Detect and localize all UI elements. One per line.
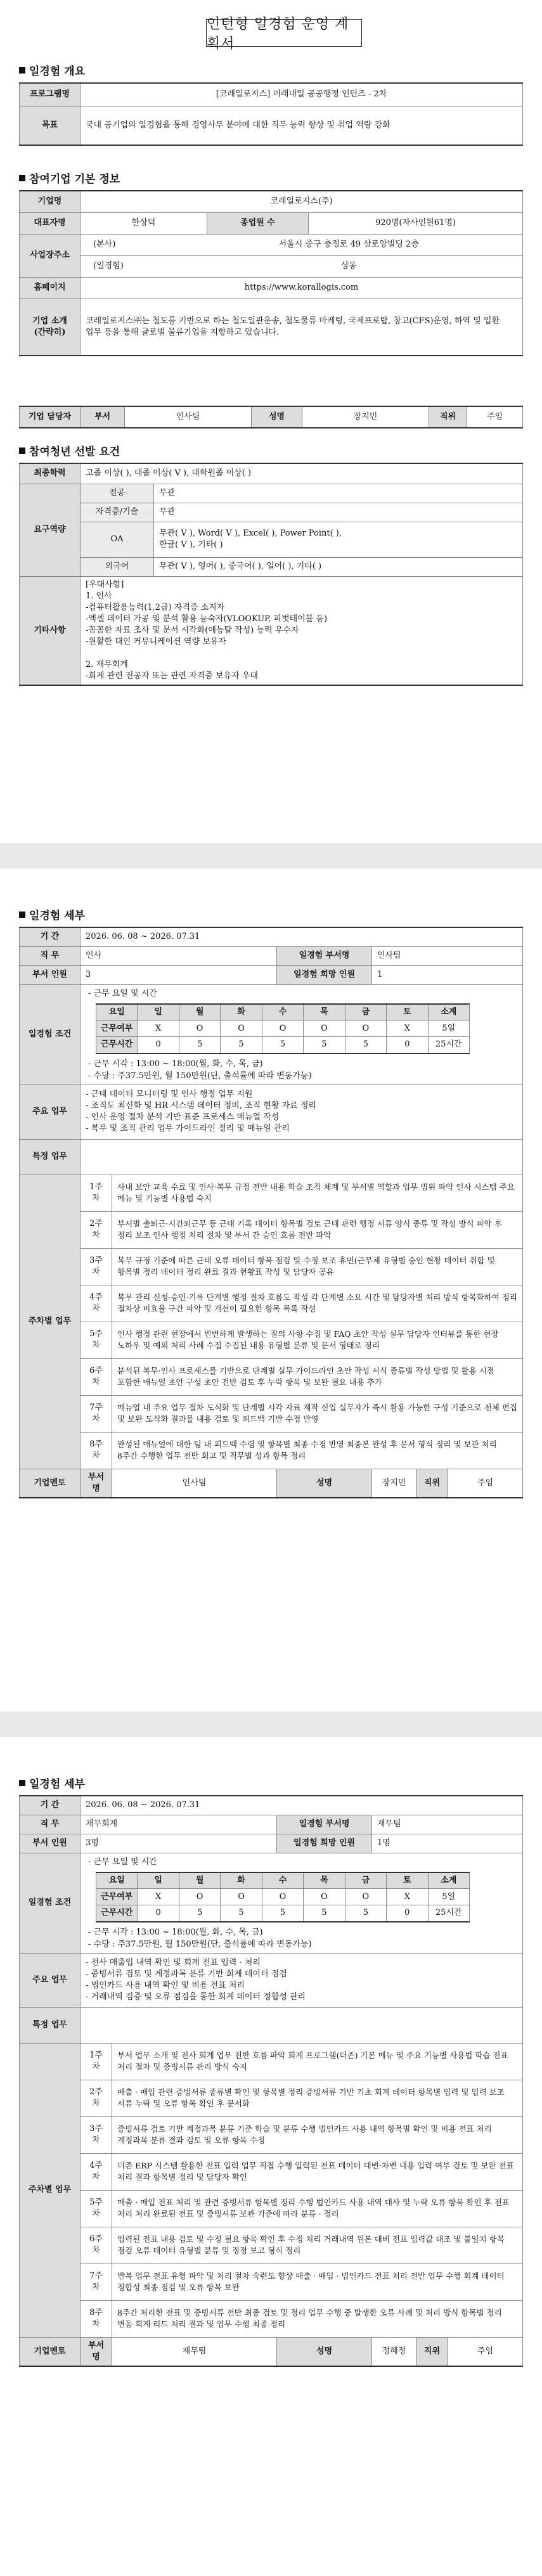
schedule-cell: 0 xyxy=(387,1037,428,1053)
dept-value: 재무팀 xyxy=(372,1815,523,1834)
desired-count-label: 일경험 희망 인원 xyxy=(277,965,372,984)
schedule-cell: O xyxy=(179,1889,220,1905)
condition-content xyxy=(81,1853,523,1953)
main-task-line: - 법인카드 사용 내역 확인 및 비용 전표 처리 xyxy=(86,1981,245,1990)
schedule-header: 소계 xyxy=(428,1872,470,1889)
schedule-header: 화 xyxy=(221,1004,262,1021)
schedule-cell: O xyxy=(179,1021,220,1037)
schedule-cell: X xyxy=(138,1021,179,1037)
schedule-cell: 0 xyxy=(387,1905,428,1922)
period-value: 2026. 06. 08 ~ 2026. 07.31 xyxy=(81,927,523,946)
main-task-line: - 조직도 최신화 및 HR 시스템 데이터 정비, 조직 현황 자료 정리 xyxy=(86,1101,316,1111)
etc-label: 기타사항 xyxy=(20,576,81,685)
week-task: 인사 행정 관련 현장에서 빈번하게 발생하는 질의 사항 수집 및 FAQ 초안 작성 실무 담당자 인터뷰를 통한 현장 노하우 및 예외 처리 사례 수집 수집된 내용 유형별 분류 및 문서 형태로 정리 xyxy=(112,1322,523,1358)
dept-count-value: 3 xyxy=(81,965,277,984)
week-label: 3주차 xyxy=(81,2116,112,2153)
certificate-label: 자격증/기술 xyxy=(81,503,154,522)
schedule-table xyxy=(96,1872,470,1922)
page-3 xyxy=(0,1737,542,2576)
dept-count-value: 3명 xyxy=(81,1834,277,1853)
oa-line-1: 무관( V ), Word( V ), Excel( ), Power Point( ), xyxy=(159,529,342,538)
week-task: 8주간 처리한 전표 및 증빙서류 전반 최종 검토 및 정리 업무 수행 중 발생한 오류 사례 및 처리 방식 항목별 정리 변동 회계 리드 처리 결과 및 업무 수행 최종 정리 xyxy=(112,2300,523,2337)
section-title: 참여기업 기본 정보 xyxy=(29,173,120,186)
employee-count-label: 종업원 수 xyxy=(207,212,309,234)
mentor-label: 기업멘토 xyxy=(20,1469,81,1498)
page-gap xyxy=(0,1711,542,1737)
mentor-position-value: 주임 xyxy=(448,1469,523,1498)
section-overview-heading xyxy=(19,62,85,78)
week-task: 부서별 출퇴근·시간외근무 등 근태 기록 데이터 항목별 검토 근태 관련 행정 서류 양식 종류 및 작성 방식 파악 후 정리 보조 인사 행정 처리 절차 및 부서 간 승인 흐름 전반 파악 xyxy=(112,1211,523,1248)
mentor-position-label: 직위 xyxy=(416,1469,448,1498)
overview-table xyxy=(19,82,523,146)
schedule-cell: 근무시간 xyxy=(96,1037,138,1053)
desired-count-label: 일경험 희망 인원 xyxy=(277,1834,372,1853)
week-label: 6주차 xyxy=(81,1358,112,1395)
week-label: 8주차 xyxy=(81,2300,112,2337)
schedule-cell: O xyxy=(304,1889,345,1905)
schedule-header: 목 xyxy=(304,1004,345,1021)
period-label: 기 간 xyxy=(20,1796,81,1815)
week-label: 3주차 xyxy=(81,1248,112,1285)
etc-line: [우대사항] xyxy=(86,579,124,589)
section-title: 일경험 세부 xyxy=(29,910,86,922)
oa-label: OA xyxy=(81,522,154,557)
week-task: 반복 업무 전표 유형 파악 및 처리 절차 숙련도 향상 매출 · 매입 · 법인카드 전표 처리 전반 업무 수행 회계 데이터 정합성 최종 점검 및 오류 항목 보완 xyxy=(112,2264,523,2300)
main-task-line: - 인사 운영 절차 분석 기반 표준 프로세스 매뉴얼 작성 xyxy=(86,1112,280,1122)
ceo-value: 한상덕 xyxy=(81,212,207,234)
section-company-heading xyxy=(19,170,120,186)
square-bullet-icon xyxy=(19,448,25,454)
section-title: 참여청년 선발 요건 xyxy=(29,446,120,458)
document-title: 인턴형 일경험 운영 계획서 xyxy=(206,19,362,47)
schedule-header: 월 xyxy=(179,1872,220,1889)
desired-count-value: 1 xyxy=(372,965,523,984)
schedule-cell: 5 xyxy=(221,1037,262,1053)
mentor-dept-label: 부서명 xyxy=(81,1469,112,1498)
program-label: 프로그램명 xyxy=(20,83,81,106)
address-work-label: (일경험) xyxy=(81,255,176,277)
goal-label: 목표 xyxy=(20,106,81,145)
week-task: 매출 · 매입 전표 처리 및 관련 증빙서류 항목별 정리 수행 법인카드 사용 내역 대사 및 누락 오류 항목 확인 후 전표 처리 처리 완료된 전표 및 증빙서류 보관 기준에 따라 분류 · 정리 xyxy=(112,2190,523,2227)
schedule-cell: 25시간 xyxy=(428,1905,470,1922)
week-label: 8주차 xyxy=(81,1432,112,1469)
schedule-cell: 5 xyxy=(345,1905,386,1922)
week-label: 6주차 xyxy=(81,2227,112,2264)
job-label: 직 무 xyxy=(20,1815,81,1834)
weekly-task-label: 주차별 업무 xyxy=(20,2043,81,2337)
etc-line: -엑셀 데이터 가공 및 분석 활용 능숙자(VLOOKUP, 피벗테이블 등) xyxy=(86,614,328,624)
schedule-cell: 5 xyxy=(179,1905,220,1922)
company-manager-table xyxy=(19,406,523,428)
mentor-name-label: 성명 xyxy=(277,2337,372,2366)
schedule-cell: O xyxy=(345,1021,386,1037)
employee-count-value: 920명(자사인원61명) xyxy=(309,212,523,234)
company-intro-label: 기업 소개 (간략히) xyxy=(20,299,81,356)
week-task: 분석된 복무·인사 프로세스를 기반으로 단계별 실무 가이드라인 초안 작성 서식 종류별 작성 방법 및 활용 시점 포함한 매뉴얼 초안 구성 초안 전반 검토 후 누락 항목 및 보완 필요 내용 추가 xyxy=(112,1358,523,1395)
special-task-label: 특정 업무 xyxy=(20,1139,81,1175)
schedule-cell: O xyxy=(262,1889,303,1905)
week-task: 입력된 전표 내용 검토 및 수정 필요 항목 확인 후 수정 처리 거래내역 원본 대비 전표 입력값 대조 및 불일치 항목 점검 오류 데이터 유형별 분류 및 정정 보고 형식 정리 xyxy=(112,2227,523,2264)
square-bullet-icon xyxy=(19,175,25,181)
schedule-header: 토 xyxy=(387,1872,428,1889)
page-2 xyxy=(0,868,542,1711)
condition-pay: - 수당 : 주37.5만원, 월 150만원(단, 출석률에 따라 변동가능) xyxy=(88,1939,312,1949)
education-value: 고졸 이상( ), 대졸 이상( V ), 대학원졸 이상( ) xyxy=(81,463,523,484)
dept-count-label: 부서 인원 xyxy=(20,965,81,984)
certificate-value: 무관 xyxy=(154,503,523,522)
schedule-header: 금 xyxy=(345,1004,386,1021)
period-label: 기 간 xyxy=(20,927,81,946)
main-task-content xyxy=(81,1953,523,2007)
schedule-cell: X xyxy=(138,1889,179,1905)
mentor-name-value: 정혜정 xyxy=(372,2337,416,2366)
schedule-header: 금 xyxy=(345,1872,386,1889)
week-label: 2주차 xyxy=(81,2080,112,2116)
condition-time: - 근무 시각 : 13:00 ~ 18:00(월, 화, 수, 목, 금) xyxy=(88,1927,263,1937)
week-label: 2주차 xyxy=(81,1211,112,1248)
page-gap xyxy=(0,843,542,868)
schedule-header: 일 xyxy=(138,1004,179,1021)
language-value: 무관( V ), 영어( ), 중국어( ), 일어( ), 기타( ) xyxy=(154,557,523,576)
requirements-table xyxy=(19,463,523,686)
week-task: 사내 보안 교육 수료 및 인사·복무 규정 전반 내용 학습 조직 체계 및 부서별 역할과 업무 범위 파악 인사 시스템 주요 메뉴 및 기능별 사용법 숙지 xyxy=(112,1175,523,1211)
condition-intro: - 근무 요일 및 시간 xyxy=(88,988,157,998)
schedule-header: 월 xyxy=(179,1004,220,1021)
etc-line: 1. 인사 xyxy=(86,591,112,601)
section-detail-hr-heading xyxy=(19,906,85,922)
required-skill-label: 요구역량 xyxy=(20,484,81,576)
schedule-header: 요일 xyxy=(96,1004,138,1021)
schedule-cell: 5 xyxy=(262,1037,303,1053)
week-label: 5주차 xyxy=(81,1322,112,1358)
mentor-position-label: 직위 xyxy=(416,2337,448,2366)
dept-label: 일경험 부서명 xyxy=(277,1815,372,1834)
schedule-cell: 5 xyxy=(221,1905,262,1922)
schedule-cell: O xyxy=(221,1021,262,1037)
schedule-cell: 5 xyxy=(262,1905,303,1922)
condition-content xyxy=(81,984,523,1085)
mentor-name-value: 장지민 xyxy=(372,1469,416,1498)
etc-line: -꼼꼼한 자료 조사 및 문서 시각화(애능탈 작성) 능력 우수자 xyxy=(86,625,299,635)
etc-line: 2. 재무회계 xyxy=(86,659,128,669)
schedule-cell: X xyxy=(387,1021,428,1037)
manager-name-value: 장지민 xyxy=(302,406,429,428)
square-bullet-icon xyxy=(19,1780,25,1786)
main-task-line: - 전사 매출입 내역 확인 및 회계 전표 입력 · 처리 xyxy=(86,1958,261,1967)
dept-count-label: 부서 인원 xyxy=(20,1834,81,1853)
main-task-label: 주요 업무 xyxy=(20,1085,81,1139)
manager-position-label: 직위 xyxy=(429,406,467,428)
goal-value: 국내 공기업의 일경험을 통해 경영사무 분야에 대한 직무 능력 향상 및 취업 역량 강화 xyxy=(81,106,523,145)
manager-label: 기업 담당자 xyxy=(20,406,81,428)
schedule-cell: 0 xyxy=(138,1037,179,1053)
etc-line: -원활한 대인 커뮤니케이션 역량 보유자 xyxy=(86,636,226,647)
schedule-cell: 5 xyxy=(304,1037,345,1053)
etc-value xyxy=(81,576,523,685)
special-task-label: 특정 업무 xyxy=(20,2007,81,2043)
schedule-cell: 5 xyxy=(345,1037,386,1053)
page-1 xyxy=(0,0,542,843)
weekly-task-label: 주차별 업무 xyxy=(20,1175,81,1469)
dept-value: 인사팀 xyxy=(372,946,523,965)
condition-pay: - 수당 : 주37.5만원, 월 150만원(단, 출석률에 따라 변동가능) xyxy=(88,1071,312,1081)
schedule-cell: 25시간 xyxy=(428,1037,470,1053)
schedule-header: 수 xyxy=(262,1872,303,1889)
week-label: 4주차 xyxy=(81,1285,112,1322)
mentor-dept-value: 재무팀 xyxy=(112,2337,277,2366)
week-label: 5주차 xyxy=(81,2190,112,2227)
condition-label: 일경험 조건 xyxy=(20,984,81,1085)
mentor-dept-value: 인사팀 xyxy=(112,1469,277,1498)
condition-intro: - 근무 요일 및 시간 xyxy=(88,1857,157,1867)
schedule-cell: 5 xyxy=(179,1037,220,1053)
schedule-cell: O xyxy=(304,1021,345,1037)
schedule-cell: O xyxy=(262,1021,303,1037)
special-task-value xyxy=(81,1139,523,1175)
schedule-cell: 0 xyxy=(138,1905,179,1922)
main-task-content xyxy=(81,1085,523,1139)
etc-line: -회계 관련 전공자 또는 관련 자격증 보유자 우대 xyxy=(86,671,258,681)
condition-label: 일경험 조건 xyxy=(20,1853,81,1953)
square-bullet-icon xyxy=(19,67,25,74)
schedule-header: 소계 xyxy=(428,1004,470,1021)
schedule-table xyxy=(96,1003,470,1054)
etc-line xyxy=(86,648,517,659)
section-detail-fin-heading xyxy=(19,1775,85,1791)
schedule-header: 일 xyxy=(138,1872,179,1889)
job-value: 재무회계 xyxy=(81,1815,277,1834)
company-name-label: 기업명 xyxy=(20,191,81,212)
company-name-value: 코레일로지스(주) xyxy=(81,191,523,212)
week-task: 매뉴얼 내 주요 업무 절차 도식화 및 단계별 시각 자료 제작 신입 실무자가 즉시 활용 가능한 구성 기준으로 전체 편집 및 보완 도식화 결과물 내용 검토 및 피드백 기반 수정 반영 xyxy=(112,1395,523,1432)
section-title: 일경험 개요 xyxy=(29,65,86,78)
main-task-line: - 복무 및 조직 관리 업무 가이드라인 정리 및 매뉴얼 관리 xyxy=(86,1124,290,1133)
company-table xyxy=(19,190,523,356)
week-task: 더존 ERP 시스템 활용한 전표 입력 업무 직접 수행 입력된 전표 데이터 대변·차변 내용 입력 여부 검토 및 보완 전표 처리 결과 항목별 정리 및 담당자 확인 xyxy=(112,2153,523,2190)
manager-position-value: 주임 xyxy=(467,406,523,428)
job-value: 인사 xyxy=(81,946,277,965)
week-label: 1주차 xyxy=(81,1175,112,1211)
schedule-cell: X xyxy=(387,1889,428,1905)
language-label: 외국어 xyxy=(81,557,154,576)
schedule-header: 요일 xyxy=(96,1872,138,1889)
homepage-link[interactable]: https://www.korallogis.com xyxy=(81,277,523,299)
oa-line-2: 한글( V ), 기타( ) xyxy=(159,540,223,550)
manager-dept-label: 부서 xyxy=(81,406,125,428)
homepage-label: 홈페이지 xyxy=(20,277,81,299)
week-task: 매출 · 매입 관련 증빙서류 종류별 확인 및 항목별 정리 증빙서류 기반 기초 회계 데이터 항목별 입력 및 입력 보조 서류 누락 및 오류 항목 확인 후 문서화 xyxy=(112,2080,523,2116)
schedule-header: 토 xyxy=(387,1004,428,1021)
period-value: 2026. 06. 08 ~ 2026. 07.31 xyxy=(81,1796,523,1815)
mentor-dept-label: 부서명 xyxy=(81,2337,112,2366)
main-task-line: - 증빙서류 검토 및 계정과목 분류 기반 회계 데이터 점검 xyxy=(86,1969,287,1979)
address-label: 사업장주소 xyxy=(20,234,81,277)
week-label: 1주차 xyxy=(81,2043,112,2080)
schedule-header: 목 xyxy=(304,1872,345,1889)
schedule-cell: 근무여부 xyxy=(96,1021,138,1037)
etc-line: -컴퓨터활용능력(1,2급) 자격증 소지자 xyxy=(86,602,225,612)
schedule-cell: 5 xyxy=(304,1905,345,1922)
major-value: 무관 xyxy=(154,484,523,503)
week-task: 부서 업무 소개 및 전사 회계 업무 전반 흐름 파악 회계 프로그램(더존) 기본 메뉴 및 주요 기능별 사용법 학습 전표 처리 절차 및 증빙서류 관리 방식 숙지 xyxy=(112,2043,523,2080)
section-requirements-heading xyxy=(19,442,120,458)
company-intro-value: 코레일로지스㈜는 철도를 기반으로 하는 철도일관운송, 철도물류 마케팅, 국제프로탑, 창고(CFS)운영, 하역 및 입환 업무 등을 통해 글로벌 물류기업을 지향하고 있습니다. xyxy=(81,299,523,356)
week-label: 7주차 xyxy=(81,2264,112,2300)
week-task: 복무 규정 기준에 따른 근태 오류 데이터 항목 점검 및 수정 보조 휴먼(근무체 유형별 승인 현황 데이터 취합 및 항목별 정리 데이터 정리 완료 결과 현황표 작성 및 담당자 공유 xyxy=(112,1248,523,1285)
major-label: 전공 xyxy=(81,484,154,503)
main-task-line: - 근태 데이터 모니터링 및 인사 행정 업무 지원 xyxy=(86,1090,253,1099)
schedule-cell: 근무여부 xyxy=(96,1889,138,1905)
mentor-position-value: 주임 xyxy=(448,2337,523,2366)
ceo-label: 대표자명 xyxy=(20,212,81,234)
week-task: 증빙서류 검토 기반 계정과목 분류 기준 학습 및 분류 수행 법인카드 사용 내역 항목별 확인 및 비용 전표 처리 계정과목 분류 결과 검토 및 오류 항목 수정 xyxy=(112,2116,523,2153)
week-task: 복무 관리 신청·승인·기록 단계별 행정 절차 흐름도 작성 각 단계별 소요 시간 및 담당자별 처리 방식 항목화하여 정리 절차상 비효율 구간 파악 및 개선이 필요한 항목 목록 작성 xyxy=(112,1285,523,1322)
manager-name-label: 성명 xyxy=(252,406,302,428)
address-main-value: 서울시 중구 충정로 49 삼로앙빌딩 2층 xyxy=(176,234,523,255)
week-label: 7주차 xyxy=(81,1395,112,1432)
detail-hr-table xyxy=(19,927,523,1498)
square-bullet-icon xyxy=(19,911,25,918)
schedule-cell: 5일 xyxy=(428,1021,470,1037)
schedule-cell: 근무시간 xyxy=(96,1905,138,1922)
schedule-cell: O xyxy=(345,1889,386,1905)
education-label: 최종학력 xyxy=(20,463,81,484)
detail-fin-table xyxy=(19,1795,523,2367)
condition-time: - 근무 시각 : 13:00 ~ 18:00(월, 화, 수, 목, 금) xyxy=(88,1059,263,1069)
week-label: 4주차 xyxy=(81,2153,112,2190)
program-value: [코레일로지스] 미래내일 공공행정 인턴즈 - 2차 xyxy=(81,83,523,106)
main-task-line: - 거래내역 검증 및 오류 점검을 통한 회계 데이터 정합성 관리 xyxy=(86,1992,306,2002)
address-main-label: (본사) xyxy=(81,234,176,255)
address-work-value: 상동 xyxy=(176,255,523,277)
week-task: 완성된 매뉴얼에 대한 팀 내 피드백 수렴 및 항목별 최종 수정 반영 최종본 완성 후 문서 형식 정리 및 보관 처리 8주간 수행한 업무 전반 회고 및 직무별 성과 항목 정리 xyxy=(112,1432,523,1469)
mentor-name-label: 성명 xyxy=(277,1469,372,1498)
schedule-cell: O xyxy=(221,1889,262,1905)
mentor-label: 기업멘토 xyxy=(20,2337,81,2366)
schedule-header: 화 xyxy=(221,1872,262,1889)
schedule-cell: 5일 xyxy=(428,1889,470,1905)
desired-count-value: 1명 xyxy=(372,1834,523,1853)
oa-value xyxy=(154,522,523,557)
manager-dept-value: 인사팀 xyxy=(125,406,252,428)
section-title: 일경험 세부 xyxy=(29,1778,86,1791)
dept-label: 일경험 부서명 xyxy=(277,946,372,965)
main-task-label: 주요 업무 xyxy=(20,1953,81,2007)
special-task-value xyxy=(81,2007,523,2043)
job-label: 직 무 xyxy=(20,946,81,965)
schedule-header: 수 xyxy=(262,1004,303,1021)
